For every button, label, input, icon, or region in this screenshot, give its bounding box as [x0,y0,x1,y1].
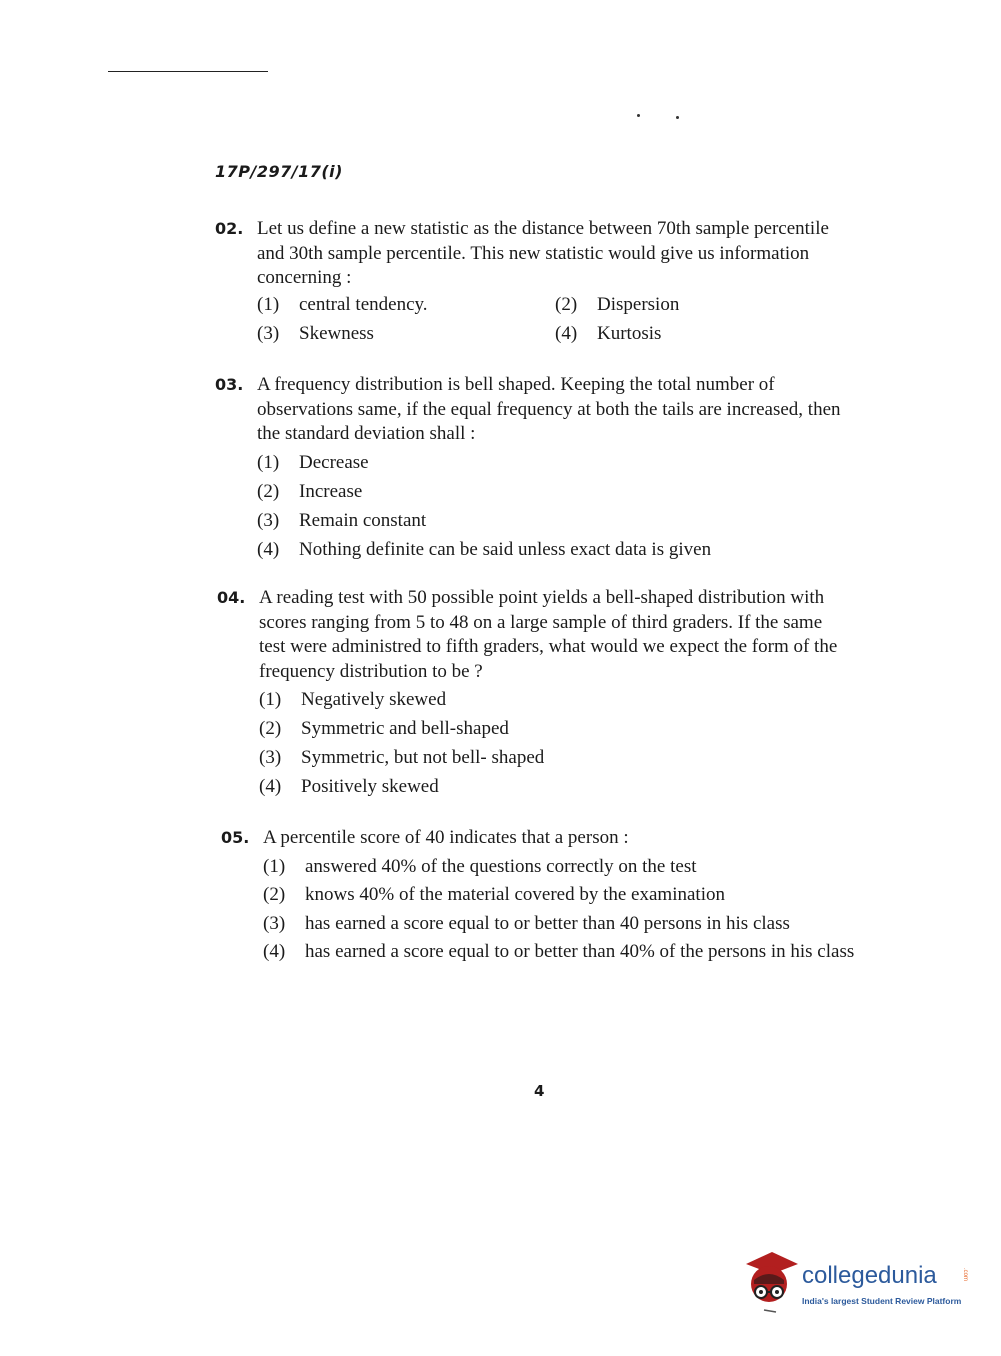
options [259,688,847,804]
question-number: 03. [215,375,244,394]
option-3: (3) Remain constant [257,509,427,531]
options [263,855,854,965]
scan-speck [637,114,640,117]
option-4: (4) Kurtosis [555,322,662,344]
option-3: (3) Skewness [257,322,374,344]
option-2: (2) Dispersion [555,293,680,315]
option-3: (3) Symmetric, but not bell- shaped [259,747,545,768]
question-02 [215,217,845,346]
option-1: (1) Decrease [257,451,369,473]
page-number: 4 [534,1082,545,1100]
question-number: 05. [221,828,250,847]
mascot-icon [742,1250,800,1314]
option-1: (1) Negatively skewed [259,689,447,710]
question-03 [215,373,845,567]
brand-tagline: India's largest Student Review Platform [802,1296,962,1306]
option-4: (4) Nothing definite can be said unless exact data is given [257,538,712,560]
question-text: A percentile score of 40 indicates that a person : [263,827,629,848]
collegedunia-logo [742,1248,972,1320]
option-1: (1) central tendency. [257,293,428,315]
paper-code: 17P/297/17(i) [215,162,343,181]
options [257,451,845,567]
option-2: (2) knows 40% of the material covered by the examination [263,884,725,905]
option-4: (4) has earned a score equal to or better than 40% of the persons in his class [263,941,855,962]
option-3: (3) has earned a score equal to or better than 40 persons in his class [263,912,790,934]
top-rule [108,71,268,72]
question-05 [221,826,854,969]
scan-speck [676,116,679,119]
question-text: A reading test with 50 possible point yields a bell-shaped distribution with scores ranging from 5 to 48 on a large sample of third graders. If the same test were administred to fifth graders, what would we expect the form of the frequency distribution to be ? [259,587,838,682]
question-text: A frequency distribution is bell shaped. Keeping the total number of observations same, if the equal frequency at both the tails are increased, then the standard deviation shall : [257,374,841,444]
option-1: (1) answered 40% of the questions correctly on the test [263,855,697,877]
question-text: Let us define a new statistic as the distance between 70th sample percentile and 30th sample percentile. This new statistic would give us information concerning : [257,218,829,288]
option-2: (2) Symmetric and bell-shaped [259,718,509,739]
brand-suffix: .com [962,1268,968,1282]
question-04 [217,586,847,804]
option-4: (4) Positively skewed [259,776,439,797]
question-number: 02. [215,219,244,238]
brand-name: collegedunia [802,1262,937,1289]
options [257,293,845,346]
option-2: (2) Increase [257,480,363,502]
question-number: 04. [217,588,246,607]
